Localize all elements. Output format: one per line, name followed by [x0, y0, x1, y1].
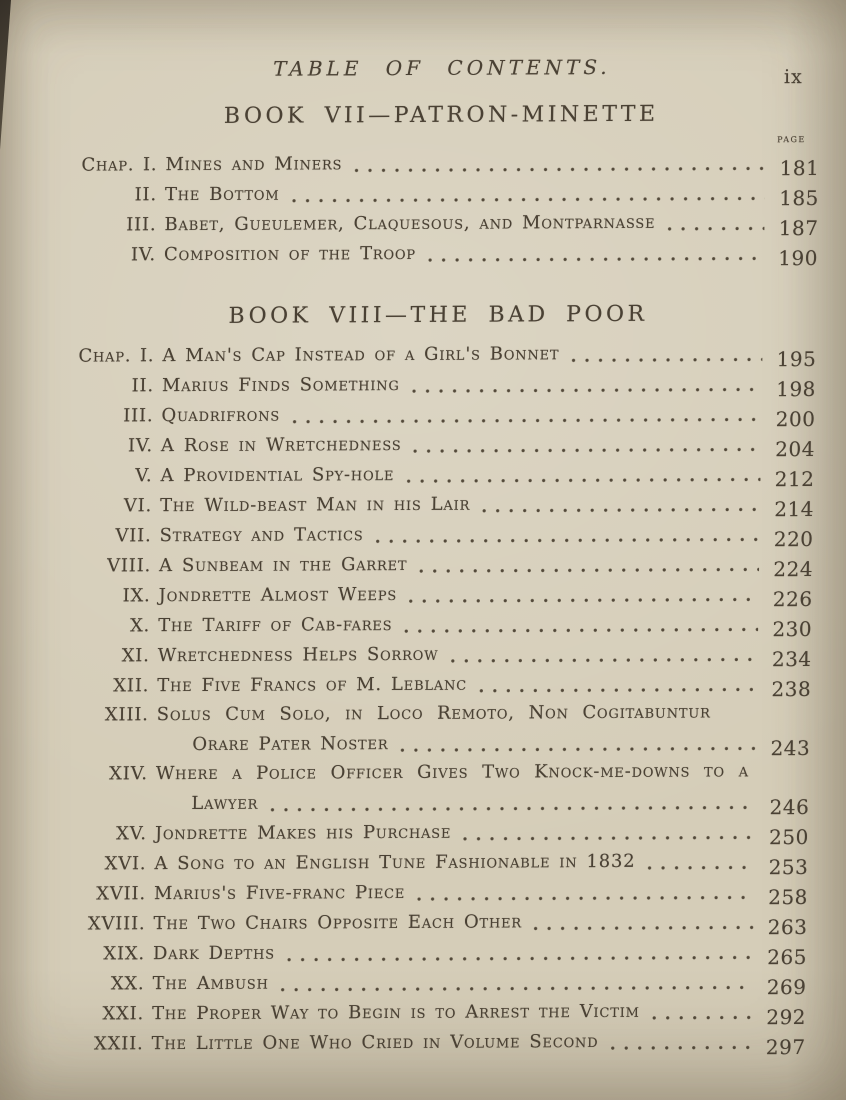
chapter-numeral: XXII. — [93, 1033, 144, 1055]
toc-entry-line — [69, 905, 808, 939]
dot-leader — [409, 387, 761, 394]
toc-entry — [72, 697, 811, 760]
toc-entry — [77, 427, 816, 461]
chapter-numeral-column — [78, 341, 154, 370]
toc-entry — [71, 756, 810, 819]
toc-entry — [74, 607, 813, 641]
dot-leader — [407, 597, 759, 604]
page-number: 226 — [772, 586, 813, 612]
chapter-title: The Tariff of Cab-fares — [158, 614, 393, 637]
chapter-numeral: II. — [131, 375, 155, 397]
toc-entry-line — [67, 1025, 806, 1059]
dot-leader — [289, 196, 765, 203]
page-title: TABLE OF CONTENTS. — [272, 55, 611, 81]
chapter-numeral: IX. — [122, 585, 151, 607]
chapter-column-label: Chap. — [81, 154, 135, 176]
toc-entry-line — [70, 845, 809, 879]
book-viii-entries — [67, 337, 816, 1059]
toc-entry-line — [73, 667, 812, 701]
page-number: 198 — [776, 376, 817, 402]
chapter-title: The Ambush — [152, 972, 269, 995]
page-number: 238 — [771, 676, 812, 702]
toc-entry — [73, 667, 812, 701]
page-number: 230 — [772, 616, 813, 642]
chapter-title: A Man's Cap Instead of a Girl's Bonnet — [162, 343, 560, 367]
chapter-numeral: IV. — [130, 244, 157, 266]
dot-leader — [480, 507, 760, 513]
toc-entry — [76, 457, 815, 491]
chapter-numeral-column — [73, 641, 149, 670]
toc-entry — [67, 1025, 806, 1059]
toc-entry-line — [80, 236, 819, 270]
chapter-numeral-column — [76, 491, 152, 520]
chapter-numeral-column — [75, 551, 151, 580]
chapter-numeral: VIII. — [106, 555, 152, 577]
page-number: 243 — [770, 735, 811, 761]
chapter-numeral: III. — [126, 214, 157, 236]
page-number: 265 — [767, 944, 808, 970]
chapter-numeral: XV. — [115, 823, 148, 845]
page-number: 269 — [766, 974, 807, 1000]
page-number: 212 — [774, 466, 815, 492]
chapter-numeral-column — [70, 849, 146, 878]
chapter-numeral-column — [80, 240, 156, 269]
toc-entry — [74, 577, 813, 611]
toc-entry — [73, 637, 812, 671]
dot-leader — [608, 1045, 751, 1051]
chapter-numeral-column — [67, 1029, 143, 1058]
toc-entry-line — [77, 427, 816, 461]
dot-leader — [404, 477, 760, 484]
chapter-title-continued: Lawyer — [191, 792, 259, 815]
toc-entry — [78, 337, 817, 371]
dot-leader — [268, 805, 755, 812]
book-viii-heading: BOOK VIII—THE BAD POOR — [228, 301, 648, 329]
chapter-numeral: VII. — [115, 525, 152, 547]
chapter-numeral-column — [80, 210, 156, 239]
chapter-numeral: XVIII. — [87, 913, 146, 935]
chapter-numeral-column — [77, 401, 153, 430]
chapter-title: The Bottom — [164, 183, 280, 206]
page-number: 195 — [776, 346, 817, 372]
chapter-title: Jondrette Makes his Purchase — [154, 821, 452, 845]
toc-entry — [75, 517, 814, 551]
chapter-title: Mines and Miners — [165, 153, 343, 176]
chapter-numeral-column — [81, 180, 157, 209]
toc-entry-line — [69, 935, 808, 969]
toc-entry-line — [76, 487, 815, 521]
chapter-numeral-column — [78, 371, 154, 400]
book-vii-entries — [80, 146, 820, 270]
chapter-title: Marius Finds Something — [161, 374, 400, 397]
chapter-title: The Little One Who Cried in Volume Second — [151, 1030, 599, 1055]
chapter-numeral: XX. — [110, 973, 145, 995]
chapter-numeral: XXI. — [102, 1003, 145, 1025]
dot-leader — [373, 537, 759, 544]
dot-leader — [477, 687, 757, 693]
toc-entry-line — [68, 965, 807, 999]
toc-entry-line — [75, 547, 814, 581]
page-number: 187 — [778, 215, 819, 241]
toc-entry — [68, 995, 807, 1029]
toc-entry-line — [73, 697, 812, 730]
toc-entry — [69, 905, 808, 939]
dot-leader — [402, 627, 758, 634]
dot-leader — [461, 835, 755, 841]
toc-entry-line — [81, 146, 820, 180]
chapter-numeral-column — [70, 879, 146, 908]
chapter-numeral-column — [77, 431, 153, 460]
chapter-numeral-column — [73, 671, 149, 700]
chapter-title: The Two Chairs Opposite Each Other — [153, 911, 523, 935]
toc-entry-line — [72, 756, 811, 789]
dot-leader — [411, 447, 761, 454]
chapter-numeral: III. — [123, 405, 154, 427]
toc-entry-line-continued — [72, 726, 811, 760]
toc-entry — [80, 236, 819, 270]
page-number: 297 — [765, 1034, 806, 1060]
dot-leader — [645, 865, 754, 871]
page-number: 200 — [775, 406, 816, 432]
toc-entry-line — [68, 995, 807, 1029]
chapter-title: Solus Cum Solo, in Loco Remoto, Non Cogitabuntur — [156, 701, 711, 726]
toc-entry — [69, 935, 808, 969]
toc-entry — [78, 367, 817, 401]
toc-entry — [71, 815, 810, 849]
chapter-title: Babet, Gueulemer, Claquesous, and Montparnasse — [164, 211, 656, 236]
chapter-numeral-column — [68, 999, 144, 1028]
dot-leader — [532, 925, 754, 931]
chapter-numeral: XII. — [113, 675, 150, 697]
chapter-title: Jondrette Almost Weeps — [158, 584, 398, 607]
chapter-title: Composition of the Troop — [163, 242, 417, 266]
book-section-viii — [67, 300, 817, 1059]
dot-leader — [352, 166, 765, 173]
chapter-numeral: XI. — [121, 645, 150, 667]
toc-entry-line — [78, 367, 817, 401]
chapter-title: Marius's Five-franc Piece — [153, 881, 406, 905]
chapter-title: The Proper Way to Begin is to Arrest the Victim — [151, 1000, 640, 1025]
page-number: 214 — [774, 496, 815, 522]
chapter-numeral-column — [69, 909, 145, 938]
toc-entry-line — [73, 637, 812, 671]
dot-leader — [290, 417, 762, 424]
dot-leader — [665, 226, 764, 231]
toc-entry-line-continued — [71, 785, 810, 819]
chapter-title: Dark Depths — [152, 942, 276, 965]
chapter-numeral: II. — [134, 184, 158, 206]
toc-entry — [77, 397, 816, 431]
chapter-numeral: X. — [129, 615, 151, 637]
chapter-title-continued: Orare Pater Noster — [192, 733, 389, 756]
chapter-title: A Rose in Wretchedness — [160, 434, 402, 457]
page-number: 246 — [769, 794, 810, 820]
chapter-numeral-column — [71, 819, 147, 848]
toc-entry — [68, 965, 807, 999]
toc-entry-line — [77, 397, 816, 431]
dot-leader — [650, 1015, 752, 1021]
dot-leader — [426, 256, 764, 263]
toc-entry-line — [70, 875, 809, 909]
page-number: 234 — [771, 646, 812, 672]
chapter-numeral-column — [81, 150, 157, 179]
chapter-title: A Sunbeam in the Garret — [158, 553, 408, 577]
page-number: 185 — [779, 185, 820, 211]
page-number: 258 — [768, 884, 809, 910]
chapter-title: Strategy and Tactics — [159, 524, 364, 547]
chapter-numeral-column — [73, 700, 149, 729]
toc-entry — [75, 547, 814, 581]
chapter-numeral: VI. — [123, 495, 153, 517]
toc-entry — [70, 845, 809, 879]
folio-number: ix — [783, 66, 803, 89]
dot-leader — [285, 955, 753, 962]
chapter-numeral-column — [68, 969, 144, 998]
dot-leader — [415, 895, 754, 902]
chapter-title: Quadrifrons — [161, 404, 281, 427]
chapter-numeral: XIII. — [104, 704, 149, 726]
chapter-numeral-column — [72, 759, 148, 788]
chapter-title: Wretchedness Helps Sorrow — [157, 643, 439, 667]
chapter-numeral-column — [75, 521, 151, 550]
chapter-numeral: XIV. — [108, 763, 149, 785]
dot-leader — [569, 357, 762, 363]
chapter-numeral: XVI. — [104, 853, 147, 875]
dot-leader — [398, 746, 756, 753]
page-number: 224 — [773, 556, 814, 582]
page-column-label: page — [777, 132, 806, 146]
book-section-vii — [80, 100, 821, 270]
chapter-numeral: I. — [142, 154, 158, 176]
chapter-title: The Wild-beast Man in his Lair — [159, 493, 471, 517]
chapter-numeral: V. — [135, 465, 153, 487]
toc-entry — [81, 146, 820, 180]
chapter-title: A Providential Spy-hole — [160, 464, 395, 487]
toc-header — [83, 54, 821, 89]
page-number: 292 — [766, 1004, 807, 1030]
toc-entry-line — [75, 517, 814, 551]
chapter-numeral: XIX. — [103, 943, 146, 965]
dot-leader — [417, 567, 759, 574]
toc-entry — [81, 176, 820, 210]
chapter-title: The Five Francs of M. Leblanc — [157, 673, 468, 697]
page-number: 204 — [775, 436, 816, 462]
chapter-title: Where a Police Officer Gives Two Knock-me-downs to a — [155, 760, 750, 785]
chapter-numeral-column — [74, 611, 150, 640]
chapter-numeral: IV. — [127, 435, 154, 457]
chapter-numeral: XVII. — [96, 883, 147, 905]
toc-entry — [80, 206, 819, 240]
toc-entry — [70, 875, 809, 909]
dot-leader — [448, 657, 757, 664]
chapter-column-label: Chap. — [78, 345, 132, 367]
page-number: 190 — [778, 245, 819, 271]
dot-leader — [279, 985, 753, 992]
chapter-title: A Song to an English Tune Fashionable in 1832 — [154, 850, 636, 875]
toc-entry — [76, 487, 815, 521]
chapter-numeral-column — [69, 939, 145, 968]
page-number: 250 — [768, 824, 810, 850]
toc-entry-line — [78, 337, 817, 371]
toc-entry-line — [76, 457, 815, 491]
toc-entry-line — [74, 577, 813, 611]
book-vii-heading: BOOK VII—PATRON-MINETTE — [223, 101, 659, 129]
toc-entry-line — [74, 607, 813, 641]
toc-entry-line — [80, 206, 819, 240]
toc-entry-line — [71, 815, 810, 849]
page-number: 220 — [773, 526, 814, 552]
page-number: 253 — [768, 854, 809, 880]
toc-entry-line — [81, 176, 820, 210]
chapter-numeral: I. — [139, 345, 155, 367]
page-number: 181 — [779, 155, 820, 181]
page-number: 263 — [767, 914, 808, 940]
chapter-numeral-column — [76, 461, 152, 490]
chapter-numeral-column — [74, 581, 150, 610]
